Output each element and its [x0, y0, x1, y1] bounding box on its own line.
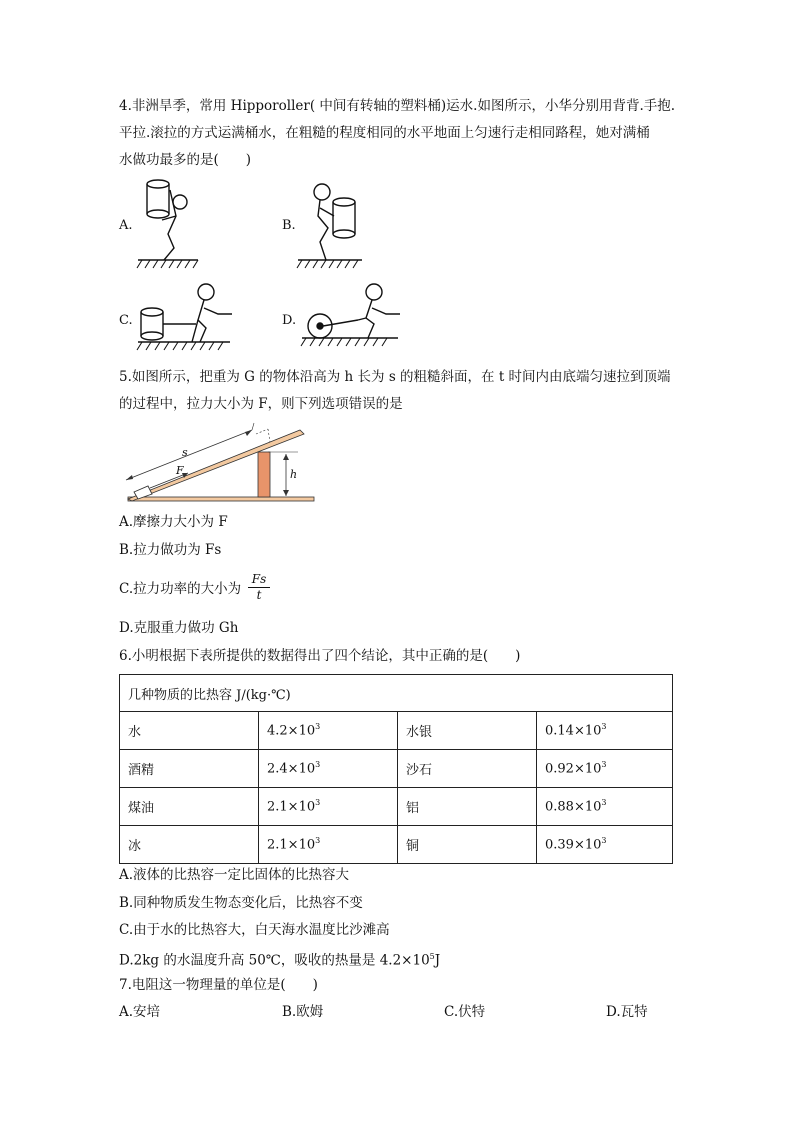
table-title: 几种物质的比热容 J/(kg·℃): [120, 675, 673, 712]
fraction-denominator: t: [256, 588, 262, 602]
q4-option-b-label: B.: [282, 218, 296, 233]
q6-option-b: B.同种物质发生物态变化后，比热容不变: [119, 895, 363, 911]
table-row: [120, 826, 673, 864]
table-cell: 水银: [398, 712, 537, 750]
q5-option-b: B.拉力做功为 Fs: [119, 542, 222, 558]
q6-stem: 6.小明根据下表所提供的数据得出了四个结论，其中正确的是( ): [119, 648, 521, 664]
q5-stem-line2: 的过程中，拉力大小为 F，则下列选项错误的是: [119, 396, 403, 412]
q4-option-a-label: A.: [119, 218, 133, 233]
table-row: [120, 750, 673, 788]
q4-option-c-label: C.: [119, 313, 133, 328]
q4-stem-line1: 4.非洲旱季，常用 Hipporoller( 中间有转轴的塑料桶)运水.如图所示，小华分别用背背.手抱.: [119, 98, 676, 114]
q4-stem-line3: 水做功最多的是( ): [119, 152, 252, 168]
specific-heat-table: [119, 674, 673, 864]
q4-figure-a-back-carry: [134, 176, 204, 272]
table-cell: $2.4\times 10^3$: [259, 750, 398, 788]
q7-option-d: D.瓦特: [606, 1004, 648, 1020]
q7-option-c: C.伏特: [444, 1004, 486, 1020]
table-row: [120, 788, 673, 826]
q5-inclined-plane-figure: [118, 420, 318, 504]
table-cell: 铝: [398, 788, 537, 826]
q4-figure-c-flat-pull: [134, 280, 240, 356]
q6-option-c: C.由于水的比热容大，白天海水温度比沙滩高: [119, 922, 390, 938]
table-cell: $2.1\times 10^3$: [259, 826, 398, 864]
q5-stem-line1: 5.如图所示，把重为 G 的物体沿高为 h 长为 s 的粗糙斜面，在 t 时间内由底端匀速拉到顶端: [119, 369, 671, 385]
table-cell: $0.39\times 10^3$: [537, 826, 673, 864]
q6-option-a: A.液体的比热容一定比固体的比热容大: [119, 867, 350, 883]
table-cell: 冰: [120, 826, 259, 864]
table-cell: 酒精: [120, 750, 259, 788]
table-cell: $0.14\times 10^3$: [537, 712, 673, 750]
fraction-numerator: Fs: [248, 572, 270, 588]
q5-option-c-fraction: [248, 572, 270, 603]
q7-stem: 7.电阻这一物理量的单位是( ): [119, 977, 318, 993]
q4-figure-d-roll-pull: [298, 280, 404, 350]
table-cell: 煤油: [120, 788, 259, 826]
q4-stem-line2: 平拉.滚拉的方式运满桶水，在粗糙的程度相同的水平地面上匀速行走相同路程，她对满桶: [119, 125, 650, 141]
q5-option-d: D.克服重力做功 Gh: [119, 620, 239, 636]
q5-option-a: A.摩擦力大小为 F: [119, 514, 228, 530]
table-cell: $2.1\times 10^3$: [259, 788, 398, 826]
table-row: [120, 712, 673, 750]
q4-option-d-label: D.: [282, 313, 297, 328]
q5-option-c: C.拉力功率的大小为: [119, 581, 242, 597]
table-cell: $4.2\times 10^3$: [259, 712, 398, 750]
q6-option-d: D.2kg 的水温度升高 50℃，吸收的热量是 $4.2\times 10^5J$: [119, 952, 441, 969]
q5-label-s: s: [182, 446, 188, 459]
q5-label-f: F: [176, 464, 184, 477]
q7-option-b: B.欧姆: [282, 1004, 324, 1020]
table-cell: 铜: [398, 826, 537, 864]
table-cell: 沙石: [398, 750, 537, 788]
table-cell: $0.92\times 10^3$: [537, 750, 673, 788]
table-cell: 水: [120, 712, 259, 750]
table-cell: $0.88\times 10^3$: [537, 788, 673, 826]
q4-figure-b-arm-carry: [296, 180, 368, 272]
q7-option-a: A.安培: [119, 1004, 161, 1020]
table-title-row: [120, 675, 673, 712]
q5-label-h: h: [290, 468, 298, 481]
